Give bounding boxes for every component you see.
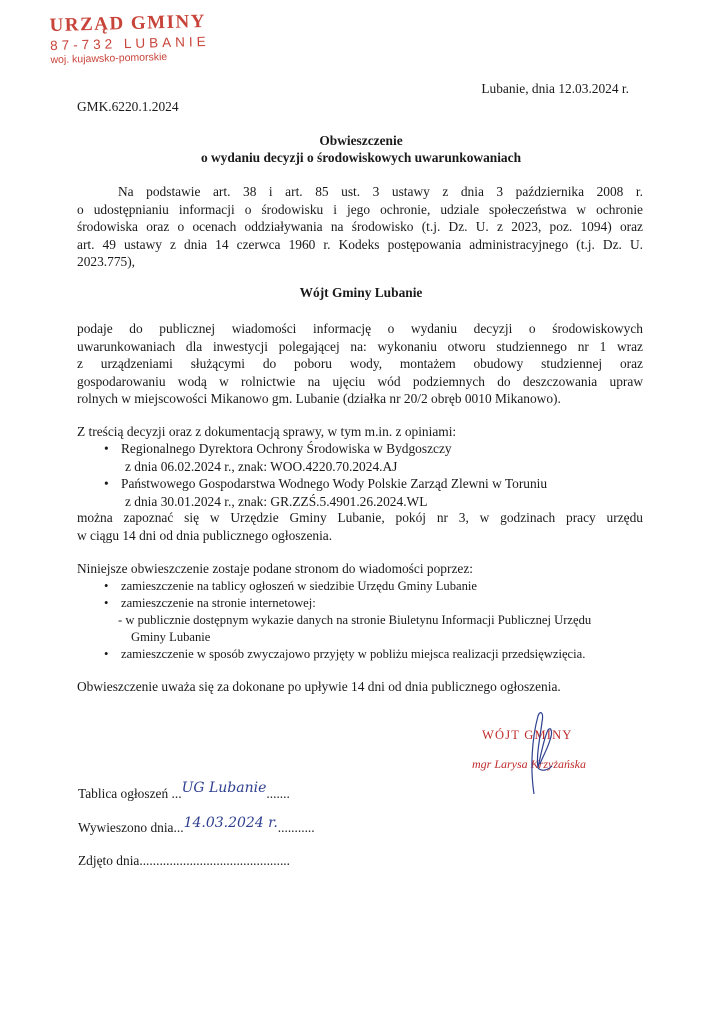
body-line: z urządzeniami służącymi do poboru wody, montażem obudowy studziennej oraz	[77, 356, 643, 372]
notice-item-text: zamieszczenie na tablicy ogłoszeń w siedzibie Urzędu Gminy Lubanie	[121, 579, 477, 593]
bullet-icon: •	[104, 476, 109, 491]
removed-row: Zdjęto dnia.............................................	[78, 853, 291, 868]
notice-intro: Niniejsze obwieszczenie zostaje podane stronom do wiadomości poprzez:	[77, 561, 474, 576]
body-line: rolnych w miejscowości Mikanowo gm. Lubanie (działka nr 20/2 obręb 0010 Mikanowo).	[77, 391, 561, 407]
intro-line: środowiska oraz o ocenach oddziaływania na środowisko (t.j. Dz. U. z 2023, poz. 1094) oraz	[77, 219, 643, 235]
board-row: Tablica ogłoszeń ...UG Lubanie.......	[78, 780, 290, 801]
stamp-line-2: 87-732 LUBANIE	[49, 33, 210, 54]
stamp-line-1: URZĄD GMINY	[49, 11, 207, 37]
reference-number: GMK.6220.1.2024	[77, 99, 179, 114]
intro-paragraph	[77, 183, 643, 271]
notice-subitem-line: - w publicznie dostępnym wykazie danych na stronie Biuletynu Informacji Publicznej Urzędu	[118, 613, 592, 627]
notice-item-text: zamieszczenie na stronie internetowej:	[121, 596, 316, 610]
removed-label: Zdjęto dnia	[78, 853, 140, 868]
closing-line: można zapoznać się w Urzędzie Gminy Lubanie, pokój nr 3, w godzinach pracy urzędu	[77, 510, 643, 525]
intro-line: 2023.775),	[77, 254, 136, 270]
title-line-1: Obwieszczenie	[319, 133, 403, 148]
board-label: Tablica ogłoszeń	[78, 786, 169, 801]
intro-line: art. 49 ustawy z dnia 14 czerwca 1960 r. Kodeks postępowania administracyjnego (t.j. Dz. U.	[77, 236, 643, 252]
closing-line: w ciągu 14 dni od dnia publicznego ogłoszenia.	[77, 527, 333, 543]
signature-title: WÓJT GMINY	[482, 728, 573, 742]
bullet-icon: •	[104, 579, 109, 593]
document-title	[0, 132, 722, 166]
posted-row: Wywieszono dnia...14.03.2024 r............	[78, 815, 315, 835]
intro-line: o udostępnianiu informacji o środowisku i jego ochronie, udziale społeczeństwa w ochronie	[77, 201, 643, 217]
opinions-closing	[77, 509, 643, 544]
bullet-icon: •	[104, 596, 109, 610]
body-line: podaje do publicznej wiadomości informację o wydaniu decyzji o środowiskowych	[77, 321, 643, 336]
notice-subitem-line: Gminy Lubanie	[131, 630, 211, 644]
mayor-heading: Wójt Gminy Lubanie	[299, 285, 423, 300]
notice-item	[104, 595, 316, 612]
body-paragraph	[77, 320, 643, 408]
notice-item	[104, 578, 477, 595]
handwritten-signature	[520, 708, 560, 800]
opinion-item-line-2: z dnia 30.01.2024 r., znak: GR.ZZŚ.5.4901.26.2024.WL	[125, 493, 428, 509]
final-statement: Obwieszczenie uważa się za dokonane po upływie 14 dni od dnia publicznego ogłoszenia.	[77, 679, 561, 694]
title-line-2: o wydaniu decyzji o środowiskowych uwarunkowaniach	[200, 150, 522, 165]
posted-label: Wywieszono dnia	[78, 820, 174, 835]
body-line: uwarunkowaniach dla inwestycji polegającej na: wykonaniu otworu studziennego nr 1 wraz	[77, 338, 643, 354]
opinions-intro: Z treścią decyzji oraz z dokumentacją sprawy, w tym m.in. z opiniami:	[77, 424, 457, 439]
posted-handwritten: 14.03.2024 r.	[183, 815, 278, 831]
body-line: gospodarowaniu wodą w rolnictwie na ujęciu wód podziemnych do deszczowania upraw	[77, 373, 643, 389]
opinion-item-line-2: z dnia 06.02.2024 r., znak: WOO.4220.70.2024.AJ	[125, 458, 398, 474]
opinion-item	[104, 475, 548, 510]
notice-item-text: zamieszczenie w sposób zwyczajowo przyjęty w pobliżu miejsca realizacji przedsięwzięcia.	[121, 647, 586, 661]
signature-name: mgr Larysa Krzyżańska	[472, 757, 587, 771]
opinion-item-line-1: Regionalnego Dyrektora Ochrony Środowiska w Bydgoszczy	[121, 441, 452, 456]
opinion-item-line-1: Państwowego Gospodarstwa Wodnego Wody Polskie Zarząd Zlewni w Toruniu	[121, 476, 548, 491]
notice-item	[104, 646, 586, 663]
stamp-line-3: woj. kujawsko-pomorskie	[50, 51, 168, 67]
place-date: Lubanie, dnia 12.03.2024 r.	[481, 81, 629, 96]
board-handwritten: UG Lubanie	[181, 780, 267, 796]
bullet-icon: •	[104, 647, 109, 661]
bullet-icon: •	[104, 441, 109, 456]
notice-subitem	[118, 612, 591, 646]
intro-line: Na podstawie art. 38 i art. 85 ust. 3 ustawy z dnia 3 października 2008 r.	[118, 184, 643, 199]
office-stamp	[49, 11, 210, 67]
opinion-item	[104, 440, 452, 475]
